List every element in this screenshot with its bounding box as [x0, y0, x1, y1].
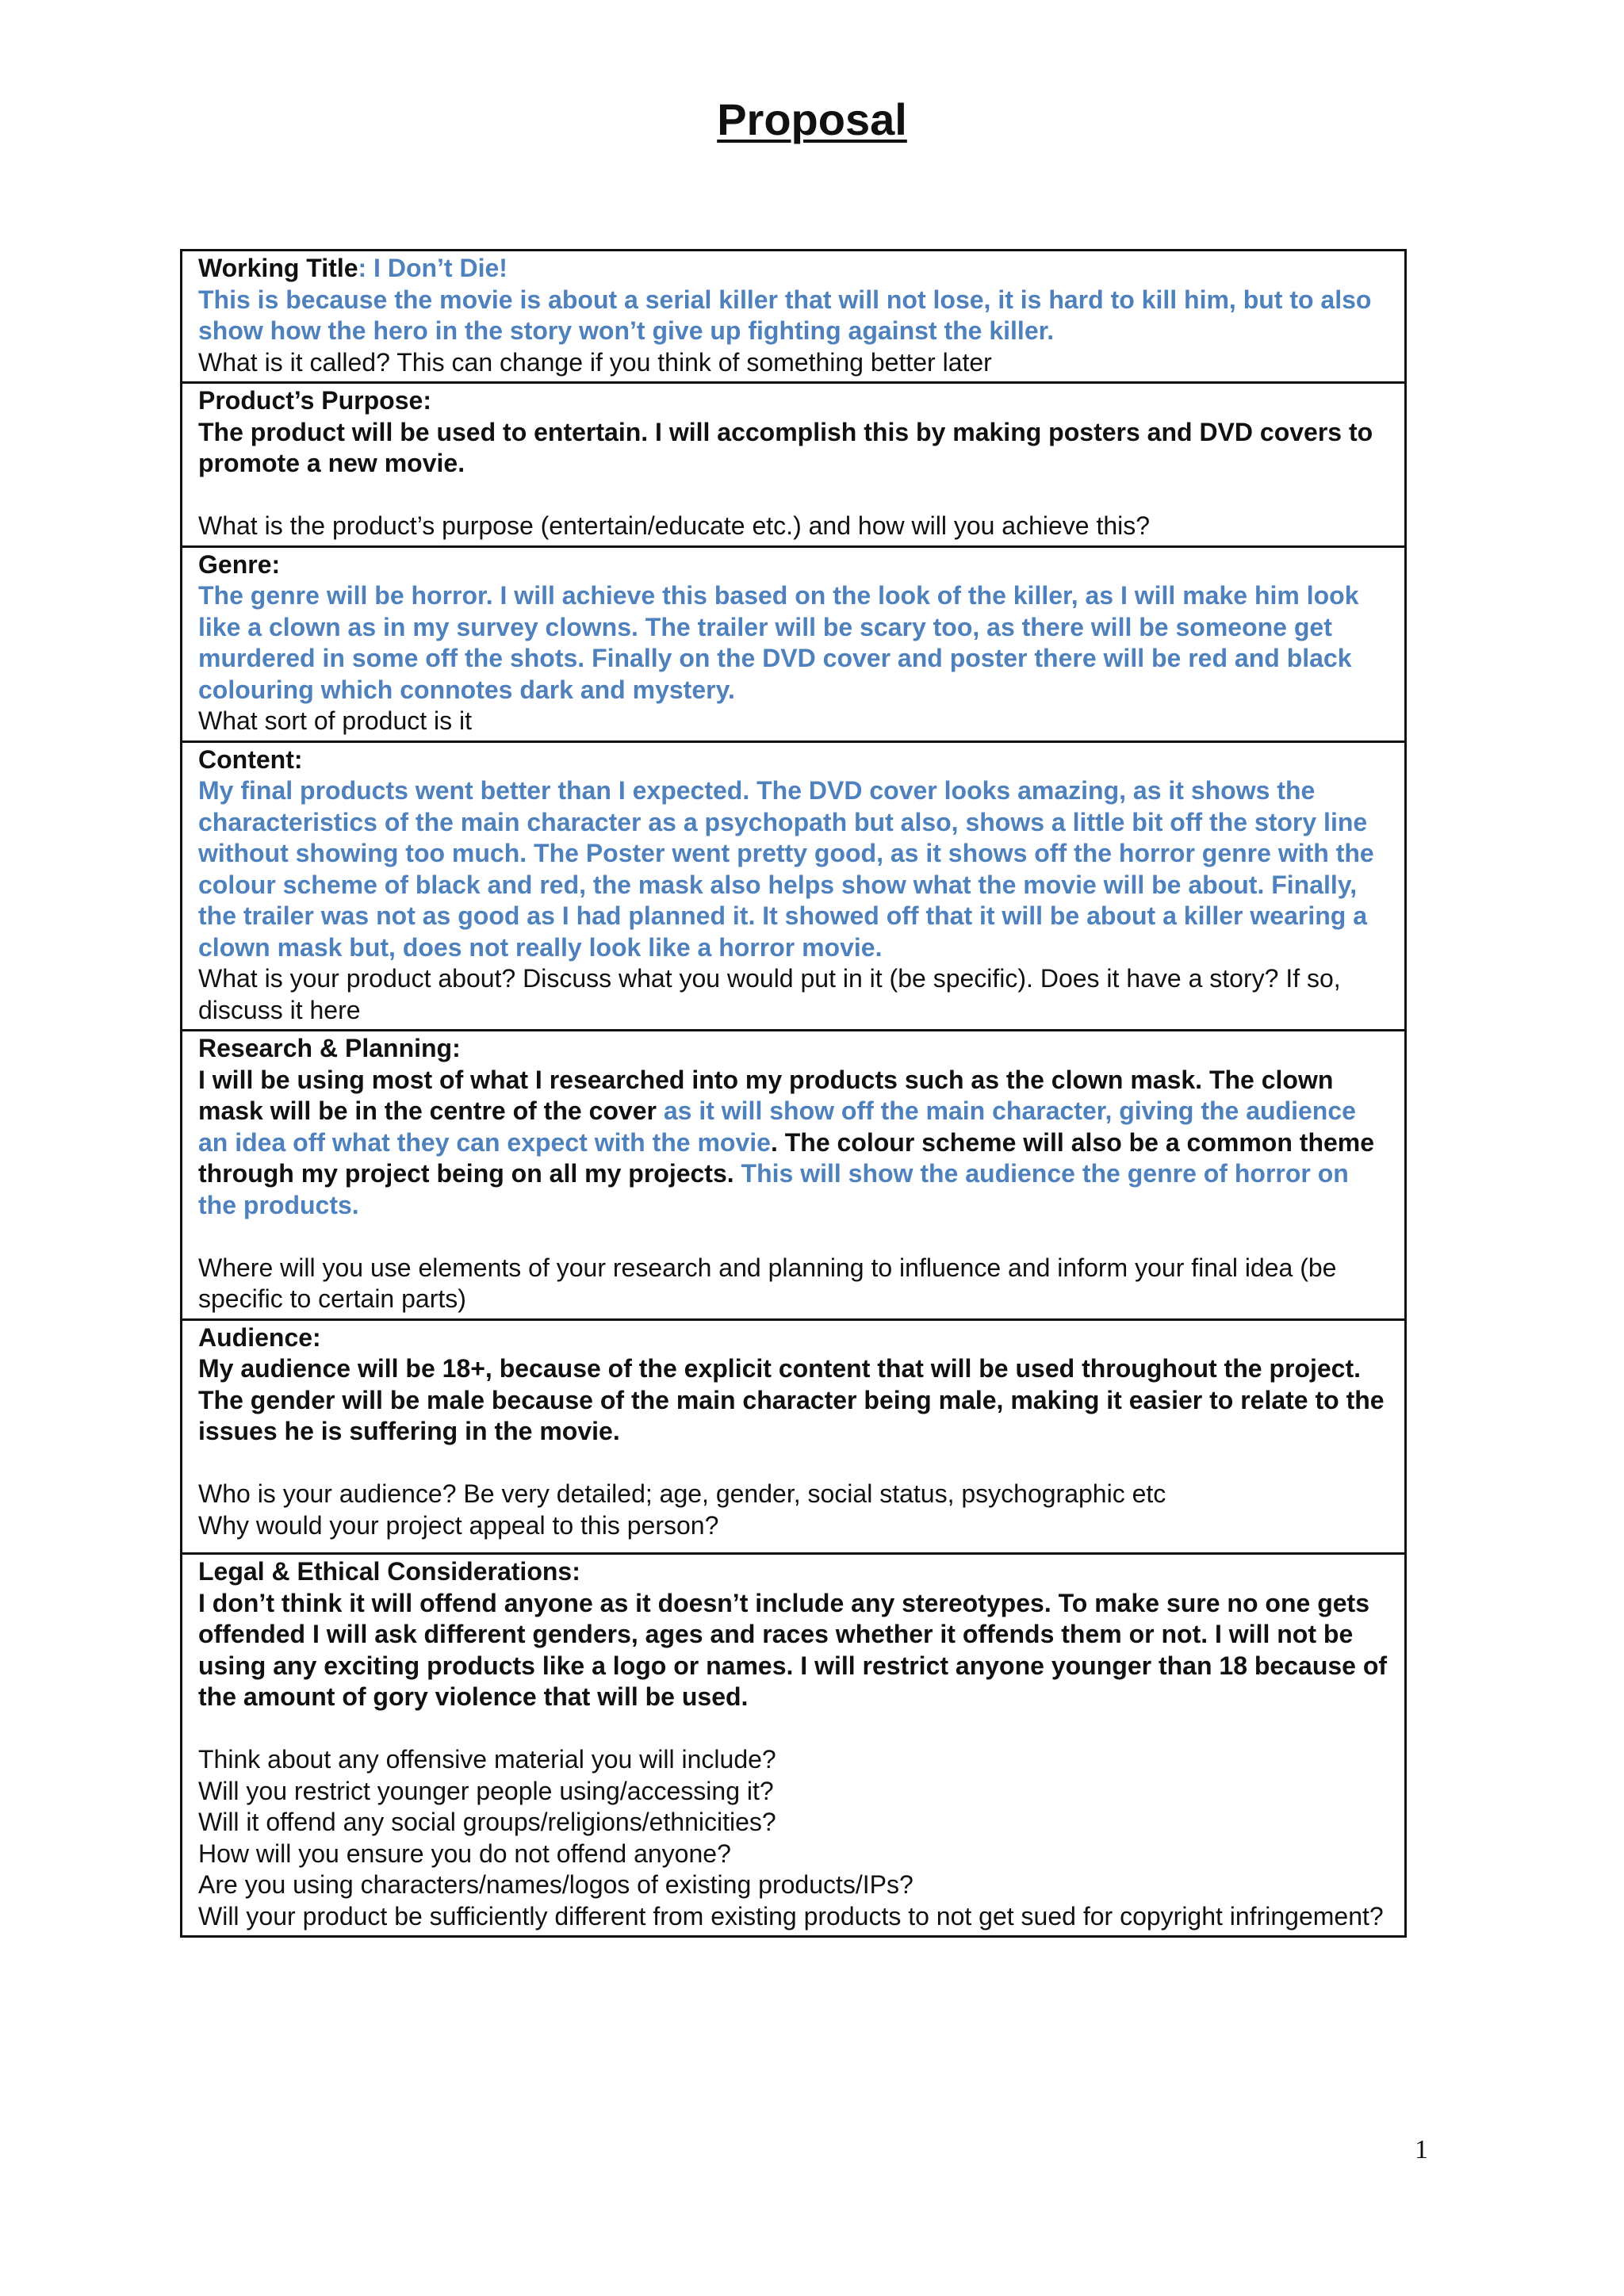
content-label: Content:	[198, 744, 303, 774]
row-genre	[182, 546, 1406, 741]
row-purpose	[182, 383, 1406, 547]
cell-legal	[182, 1554, 1406, 1937]
row-audience	[182, 1319, 1406, 1554]
page-title: Proposal	[717, 94, 907, 144]
purpose-label: Product’s Purpose:	[198, 386, 431, 415]
page-number: 1	[1415, 2135, 1428, 2164]
legal-prompt-2: Will you restrict younger people using/accessing it?	[198, 1776, 774, 1805]
legal-label: Legal & Ethical Considerations:	[198, 1557, 580, 1586]
working-title-label: Working Title	[198, 254, 358, 282]
purpose-prompt: What is the product’s purpose (entertain/educate etc.) and how will you achieve this?	[198, 511, 1151, 540]
working-title-prompt: What is it called? This can change if you think of something better later	[198, 347, 992, 377]
proposal-table	[180, 249, 1407, 1938]
audience-prompt-1: Who is your audience? Be very detailed; age, gender, social status, psychographic etc	[198, 1479, 1166, 1508]
research-prompt: Where will you use elements of your research and planning to influence and inform your final idea (be specific to certain parts)	[198, 1253, 1337, 1313]
research-answer-part1: I will be using most of what I researched into my products such as the clown mask. The clown mask will be in the centre of the cover	[198, 1065, 1334, 1125]
audience-answer: My audience will be 18+, because of the explicit content that will be used throughout the project. The gender will be male because of the main character being male, making it easier to relate to the issues he is suffering in the movie.	[198, 1354, 1385, 1445]
working-title-value: : I Don’t Die!	[358, 254, 508, 282]
genre-prompt: What sort of product is it	[198, 706, 473, 735]
research-answer-part3: . The colour scheme will also be a common theme through my project being on all my projects.	[198, 1127, 1375, 1188]
legal-prompt-1: Think about any offensive material you will include?	[198, 1745, 776, 1774]
row-legal	[182, 1554, 1406, 1937]
genre-label: Genre:	[198, 549, 281, 579]
row-working-title	[182, 251, 1406, 383]
content-answer: My final products went better than I expected. The DVD cover looks amazing, as it shows the characteristics of the main character as a psychopath but also, shows a little bit off the story line without showing too much. The Poster went pretty good, as it shows off the horror genre with the colour scheme of black and red, the mask also helps show what the movie will be about. Finally, the trailer was not as good as I had planned it. It showed off that it will be about a killer wearing a clown mask but, does not really look like a horror movie.	[198, 776, 1374, 962]
genre-answer: The genre will be horror. I will achieve this based on the look of the killer, as I will make him look like a clown as in my survey clowns. The trailer will be scary too, as there will be someone get murdered in some off the shots. Finally on the DVD cover and poster there will be red and black colouring which connotes dark and mystery.	[198, 581, 1359, 704]
cell-working-title	[182, 251, 1406, 383]
research-answer-part4: This will show the audience the genre of horror on the products.	[198, 1159, 1349, 1219]
cell-content	[182, 741, 1406, 1031]
audience-label: Audience:	[198, 1322, 321, 1352]
row-research	[182, 1031, 1406, 1320]
legal-prompt-3: Will it offend any social groups/religions/ethnicities?	[198, 1808, 776, 1836]
legal-answer: I don’t think it will offend anyone as it doesn’t include any stereotypes. To make sure no one gets offended I will ask different genders, ages and races whether it offends them or not. I will not be using any exciting products like a logo or names. I will restrict anyone younger than 18 because of the amount of gory violence that will be used.	[198, 1588, 1388, 1711]
legal-prompt-5: Are you using characters/names/logos of existing products/IPs?	[198, 1870, 914, 1899]
research-label: Research & Planning:	[198, 1034, 461, 1062]
purpose-answer: The product will be used to entertain. I will accomplish this by making posters and DVD covers to promote a new movie.	[198, 417, 1373, 477]
audience-prompt-2: Why would your project appeal to this person?	[198, 1510, 719, 1540]
row-content	[182, 741, 1406, 1031]
research-answer-part2: as it will show off the main character, giving the audience an idea off what they can expect with the movie	[198, 1096, 1356, 1157]
cell-audience	[182, 1319, 1406, 1554]
working-title-answer: This is because the movie is about a serial killer that will not lose, it is hard to kill him, but to also show how the hero in the story won’t give up fighting against the killer.	[198, 285, 1372, 345]
cell-research	[182, 1031, 1406, 1320]
content-prompt: What is your product about? Discuss what you would put in it (be specific). Does it have a story? If so, discuss it here	[198, 964, 1341, 1024]
legal-prompt-4: How will you ensure you do not offend anyone?	[198, 1839, 731, 1868]
cell-purpose	[182, 383, 1406, 547]
cell-genre	[182, 546, 1406, 741]
legal-prompt-6: Will your product be sufficiently different from existing products to not get sued for copyright infringement?	[198, 1901, 1384, 1931]
